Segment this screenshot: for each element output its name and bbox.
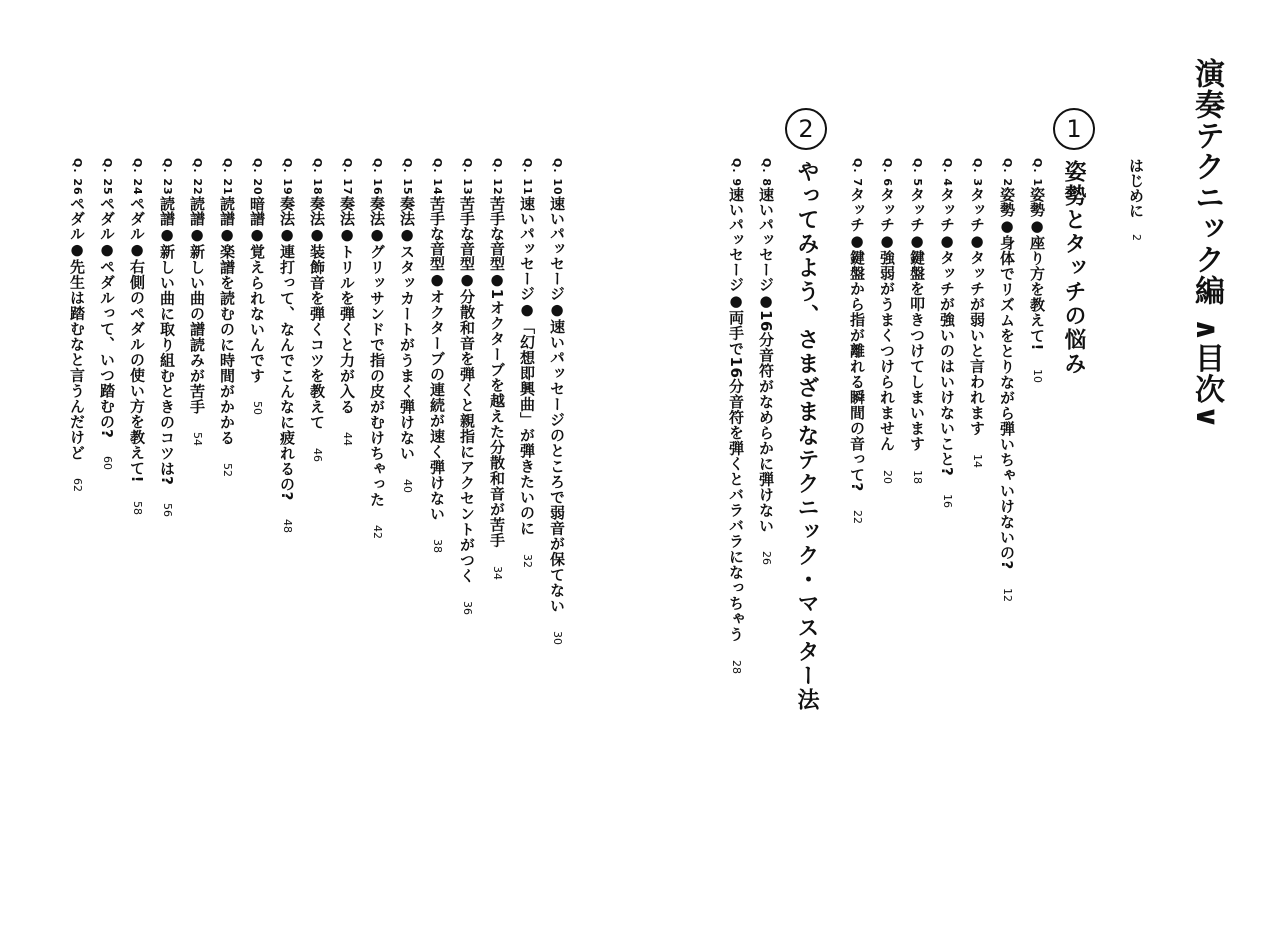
bullet-icon: ●: [848, 232, 866, 251]
toc-entry[interactable]: [874, 158, 898, 484]
question-number: Q. 5: [911, 158, 924, 188]
entry-text: タッチが強いのはいけないこと?: [938, 250, 956, 477]
question-number: Q. 22: [191, 158, 204, 196]
question-number: Q. 20: [251, 158, 264, 196]
entry-page: 54: [191, 432, 204, 447]
entry-text: 座り方を教えて!: [1028, 235, 1046, 351]
entry-text: 強弱がうまくつけられません: [878, 250, 896, 452]
entry-page: 60: [101, 456, 114, 471]
entry-text: グリッサンドで指の皮がむけちゃった: [368, 243, 386, 508]
bullet-icon: ●: [368, 225, 386, 244]
question-number: Q. 9: [730, 158, 743, 188]
bullet-icon: ●: [548, 300, 566, 319]
entry-topic: 読譜: [218, 195, 236, 226]
toc-entry[interactable]: [514, 158, 538, 568]
bullet-icon: ●: [98, 240, 116, 259]
bullet-icon: ●: [968, 232, 986, 251]
entry-page: 42: [371, 525, 384, 540]
entry-topic: タッチ: [938, 187, 956, 233]
bullet-icon: ●: [398, 225, 416, 244]
entry-topic: 奏法: [398, 195, 416, 226]
toc-entry[interactable]: [544, 158, 568, 645]
toc-title: 演奏テクニック編 ∧目次∨: [1189, 58, 1224, 431]
entry-page: 32: [521, 553, 534, 568]
bullet-icon: ●: [128, 240, 146, 259]
entry-topic: 速いパッセージ: [548, 195, 566, 301]
toc-entry[interactable]: [244, 158, 268, 415]
bullet-icon: ●: [518, 300, 536, 319]
question-number: Q. 21: [221, 158, 234, 196]
entry-text: 先生は踏むなと言うんだけど: [68, 258, 86, 461]
entry-page: 14: [971, 454, 984, 469]
entry-text: ペダルって、いつ踏むの?: [98, 258, 116, 439]
entry-text: トリルを弾くと力が入る: [338, 243, 356, 415]
entry-page: 50: [251, 401, 264, 416]
entry-topic: 苦手な音型: [428, 195, 446, 271]
question-number: Q. 7: [851, 158, 864, 188]
entry-topic: タッチ: [848, 187, 866, 233]
entry-topic: ペダル: [128, 195, 146, 241]
entry-page: 16: [941, 494, 954, 509]
toc-entry[interactable]: [723, 158, 747, 674]
bullet-icon: ●: [458, 270, 476, 289]
intro-page: 2: [1130, 234, 1143, 241]
entry-text: 連打って、なんでこんなに疲れるの?: [278, 243, 296, 501]
intro-label: はじめに: [1127, 158, 1145, 218]
question-number: Q. 14: [431, 158, 444, 196]
bullet-icon: ●: [218, 225, 236, 244]
section-1-number: 1: [1053, 108, 1095, 150]
question-number: Q. 17: [341, 158, 354, 196]
bullet-icon: ●: [727, 292, 745, 311]
question-number: Q. 19: [281, 158, 294, 196]
bullet-icon: ●: [188, 225, 206, 244]
section-1-title: 姿勢とタッチの悩み: [1061, 160, 1086, 376]
entry-text: スタッカートがうまく弾けない: [398, 243, 416, 461]
bullet-icon: ●: [158, 225, 176, 244]
question-number: Q. 3: [971, 158, 984, 188]
toc-entry[interactable]: [964, 158, 988, 468]
entry-text: 楽譜を読むのに時間がかかる: [218, 243, 236, 446]
entry-page: 46: [311, 447, 324, 462]
entry-text: タッチが弱いと言われます: [968, 250, 986, 437]
question-number: Q. 15: [401, 158, 414, 196]
entry-text: 「幻想即興曲」が弾きたいのに: [518, 318, 536, 536]
entry-topic: 奏法: [338, 195, 356, 226]
entry-page: 12: [1001, 587, 1014, 602]
question-number: Q. 13: [461, 158, 474, 196]
entry-page: 48: [281, 518, 294, 533]
toc-entry[interactable]: [904, 158, 928, 484]
toc-entry[interactable]: [184, 158, 208, 446]
toc-entry[interactable]: [64, 158, 88, 492]
entry-topic: 速いパッセージ: [518, 195, 536, 301]
bullet-icon: ●: [938, 232, 956, 251]
question-number: Q. 18: [311, 158, 324, 196]
entry-topic: 奏法: [308, 195, 326, 226]
entry-page: 20: [881, 469, 894, 484]
question-number: Q. 8: [760, 158, 773, 188]
entry-topic: 姿勢: [998, 187, 1016, 218]
entry-page: 56: [161, 503, 174, 518]
toc-entry[interactable]: [94, 158, 118, 470]
question-number: Q. 24: [131, 158, 144, 196]
entry-text: 右側のペダルの使い方を教えて!: [128, 258, 146, 484]
bullet-icon: ●: [248, 225, 266, 244]
toc-entry[interactable]: [394, 158, 418, 493]
toc-entry[interactable]: [994, 158, 1018, 602]
toc-entry[interactable]: [364, 158, 388, 539]
entry-text: 1オクターブを越えた分散和音が苦手: [488, 288, 506, 548]
entry-topic: 速いパッセージ: [757, 187, 775, 293]
entry-page: 26: [760, 551, 773, 566]
question-number: Q. 23: [161, 158, 174, 196]
toc-entry[interactable]: [304, 158, 328, 462]
bullet-icon: ●: [338, 225, 356, 244]
bullet-icon: ●: [1028, 217, 1046, 236]
bullet-icon: ●: [998, 217, 1016, 236]
toc-entry[interactable]: [484, 158, 508, 580]
bullet-icon: ●: [757, 292, 775, 311]
entry-page: 34: [491, 565, 504, 580]
bullet-icon: ●: [428, 270, 446, 289]
toc-entry[interactable]: [334, 158, 358, 446]
entry-page: 40: [401, 478, 414, 493]
entry-text: 身体でリズムをとりながら弾いちゃいけないの?: [998, 235, 1016, 570]
entry-topic: ペダル: [98, 195, 116, 241]
entry-topic: 苦手な音型: [458, 195, 476, 271]
bullet-icon: ●: [308, 225, 326, 244]
bullet-icon: ●: [488, 270, 506, 289]
entry-page: 38: [431, 539, 444, 554]
entry-page: 28: [730, 659, 743, 674]
entry-page: 62: [71, 478, 84, 493]
entry-topic: 暗譜: [248, 195, 266, 226]
question-number: Q. 11: [521, 158, 534, 196]
entry-text: 新しい曲の譜読みが苦手: [188, 243, 206, 415]
entry-topic: タッチ: [908, 187, 926, 233]
question-number: Q. 16: [371, 158, 384, 196]
entry-topic: 姿勢: [1028, 187, 1046, 218]
entry-topic: 読譜: [158, 195, 176, 226]
intro-entry[interactable]: [1126, 158, 1147, 241]
section-2-number: 2: [785, 108, 827, 150]
entry-page: 30: [551, 631, 564, 646]
question-number: Q. 1: [1031, 158, 1044, 188]
toc-entry[interactable]: [454, 158, 478, 615]
bullet-icon: ●: [908, 232, 926, 251]
entry-page: 36: [461, 601, 474, 616]
question-number: Q. 12: [491, 158, 504, 196]
entry-topic: 奏法: [278, 195, 296, 226]
entry-topic: 速いパッセージ: [727, 187, 745, 293]
toc-entry[interactable]: [844, 158, 868, 524]
entry-topic: ペダル: [68, 195, 86, 241]
question-number: Q. 25: [101, 158, 114, 196]
entry-text: 両手で16分音符を弾くとバラバラになっちゃう: [727, 310, 745, 642]
entry-text: 装飾音を弾くコツを教えて: [308, 243, 326, 430]
entry-topic: タッチ: [878, 187, 896, 233]
entry-page: 10: [1031, 368, 1044, 383]
toc-entry[interactable]: [753, 158, 777, 565]
entry-text: 新しい曲に取り組むときのコツは?: [158, 243, 176, 486]
entry-topic: 苦手な音型: [488, 195, 506, 271]
entry-topic: 読譜: [188, 195, 206, 226]
toc-entry[interactable]: [154, 158, 178, 517]
entry-page: 58: [131, 501, 144, 516]
entry-topic: タッチ: [968, 187, 986, 233]
question-number: Q. 26: [71, 158, 84, 196]
entry-text: オクターブの連続が速く弾けない: [428, 288, 446, 522]
toc-entry[interactable]: [424, 158, 448, 553]
entry-text: 分散和音を弾くと親指にアクセントがつく: [458, 288, 476, 584]
entry-text: 鍵盤を叩きつけてしまいます: [908, 250, 926, 452]
toc-entry[interactable]: [214, 158, 238, 477]
bullet-icon: ●: [878, 232, 896, 251]
toc-entry[interactable]: [1024, 158, 1048, 383]
question-number: Q. 10: [551, 158, 564, 196]
bullet-icon: ●: [68, 240, 86, 259]
entry-page: 22: [851, 509, 864, 524]
toc-entry[interactable]: [274, 158, 298, 533]
entry-topic: 奏法: [368, 195, 386, 226]
entry-text: 覚えられないんです: [248, 243, 266, 384]
entry-page: 52: [221, 463, 234, 478]
entry-page: 44: [341, 432, 354, 447]
entry-text: 16分音符がなめらかに弾けない: [757, 310, 775, 534]
toc-entry[interactable]: [934, 158, 958, 508]
toc-entry[interactable]: [124, 158, 148, 515]
entry-text: 速いパッセージのところで弱音が保てない: [548, 318, 566, 614]
entry-page: 18: [911, 469, 924, 484]
section-2-title: やってみよう、さまざまなテクニック・マスター法: [794, 160, 819, 712]
question-number: Q. 2: [1001, 158, 1014, 188]
entry-text: 鍵盤から指が離れる瞬間の音って?: [848, 250, 866, 492]
question-number: Q. 6: [881, 158, 894, 188]
bullet-icon: ●: [278, 225, 296, 244]
question-number: Q. 4: [941, 158, 954, 188]
